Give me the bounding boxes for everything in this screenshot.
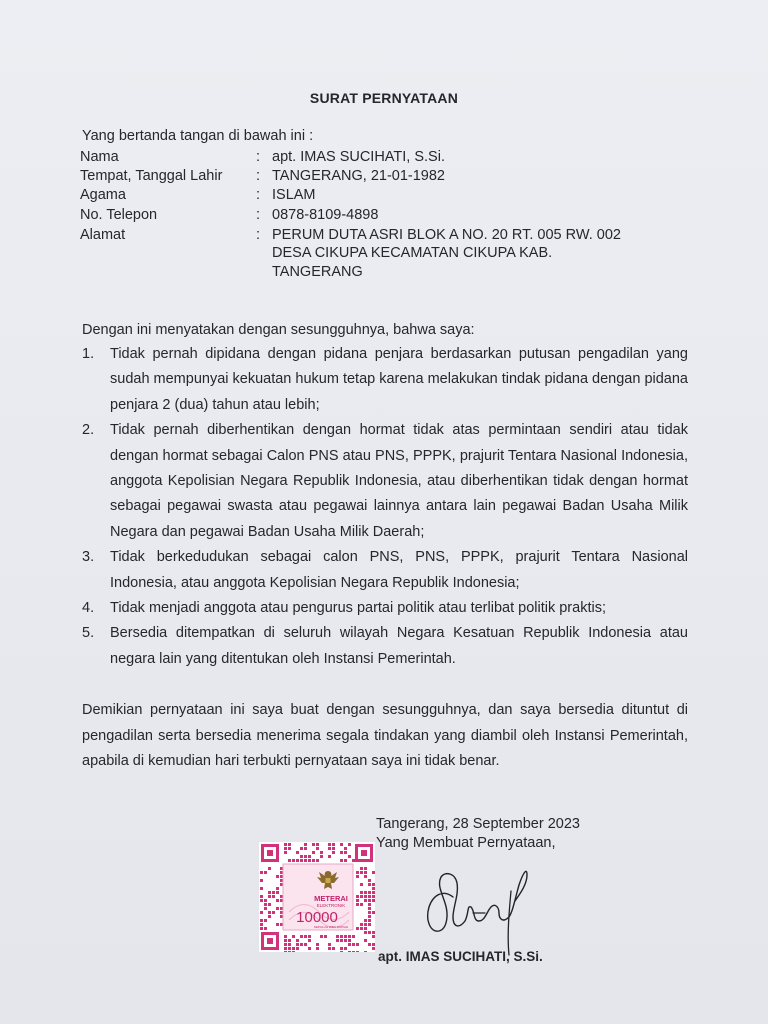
- document-title: SURAT PERNYATAAN: [309, 90, 459, 106]
- item-number: 4.: [82, 600, 95, 617]
- closing-paragraph: Demikian pernyataan ini saya buat dengan sesungguhnya, dan saya bersedia dituntut di pengadilan serta bersedia menerima segala tindakan yang diambil oleh Instansi Pemerintah, apabila di kemudian hari terbukti pernyataan saya ini tidak benar.: [82, 702, 688, 770]
- item-text: Tidak pernah diberhentikan dengan hormat tidak atas permintaan sendiri atau tidak dengan hormat sebagai Calon PNS atau PNS, PPPK, prajurit Tentara Nasional Indonesia, anggota Kepolisian Negara Republik Indonesia, atau diberhentikan tidak dengan hormat sebagai pegawai swasta atau pegawai lainnya antara lain pegawai Badan Usaha Milik Negara dan pegawai Badan Usaha Milik Daerah;: [110, 422, 688, 540]
- item-text: Tidak pernah dipidana dengan pidana penjara berdasarkan putusan pengadilan yang sudah mempunyai kekuatan hukum tetap karena melakukan tindak pidana dengan pidana penjara 2 (dua) tahun atau lebih;: [110, 346, 688, 413]
- item-number: 5.: [82, 625, 95, 642]
- list-item: [82, 596, 688, 621]
- intro-text: Yang bertanda tangan di bawah ini :: [82, 128, 314, 144]
- signer-name: apt. IMAS SUCIHATI, S.Si.: [378, 949, 543, 964]
- list-item: [82, 545, 688, 596]
- list-item: [82, 418, 688, 545]
- statement-list: [82, 342, 688, 672]
- field-separator: :: [256, 149, 261, 165]
- place-date: Tangerang, 28 September 2023: [376, 816, 580, 832]
- field-value: TANGERANG, 21-01-1982: [272, 168, 445, 184]
- stamp-label: METERAI: [314, 894, 348, 903]
- field-separator: :: [256, 207, 261, 223]
- address-line-2: DESA CIKUPA KECAMATAN CIKUPA KAB.: [272, 245, 553, 261]
- stamp-sublabel: ELEKTRONIK: [316, 903, 346, 908]
- field-label: Nama: [80, 149, 119, 165]
- item-text: Tidak berkedudukan sebagai calon PNS, PNS, PPPK, prajurit Tentara Nasional Indonesia, atau anggota Kepolisian Negara Republik Indonesia;: [110, 549, 688, 591]
- field-label: No. Telepon: [80, 207, 158, 223]
- field-label: Agama: [80, 187, 126, 203]
- item-text: Bersedia ditempatkan di seluruh wilayah Negara Kesatuan Republik Indonesia atau negara lain yang ditentukan oleh Instansi Pemerintah.: [110, 625, 688, 667]
- field-value: apt. IMAS SUCIHATI, S.Si.: [272, 149, 445, 165]
- field-value: PERUM DUTA ASRI BLOK A NO. 20 RT. 005 RW. 002: [272, 227, 621, 243]
- list-item: [82, 342, 688, 418]
- field-value: ISLAM: [272, 187, 316, 203]
- item-number: 3.: [82, 549, 95, 566]
- field-value: 0878-8109-4898: [272, 207, 379, 223]
- field-separator: :: [256, 227, 261, 243]
- field-separator: :: [256, 168, 261, 184]
- item-number: 1.: [82, 346, 95, 362]
- e-meterai-stamp: [259, 842, 375, 952]
- stamp-value: 10000: [296, 909, 338, 926]
- item-number: 2.: [82, 422, 95, 439]
- statement-intro: Dengan ini menyatakan dengan sesungguhnya, bahwa saya:: [82, 322, 475, 338]
- address-line-3: TANGERANG: [272, 264, 363, 280]
- field-label: Tempat, Tanggal Lahir: [80, 168, 223, 184]
- handwritten-signature: [415, 855, 555, 960]
- field-separator: :: [256, 187, 261, 203]
- field-label: Alamat: [80, 227, 126, 243]
- stamp-value-words: SEPULUH RIBU RUPIAH: [313, 925, 349, 929]
- maker-label: Yang Membuat Pernyataan,: [376, 835, 556, 851]
- item-text: Tidak menjadi anggota atau pengurus partai politik atau terlibat politik praktis;: [110, 600, 606, 617]
- list-item: [82, 621, 688, 672]
